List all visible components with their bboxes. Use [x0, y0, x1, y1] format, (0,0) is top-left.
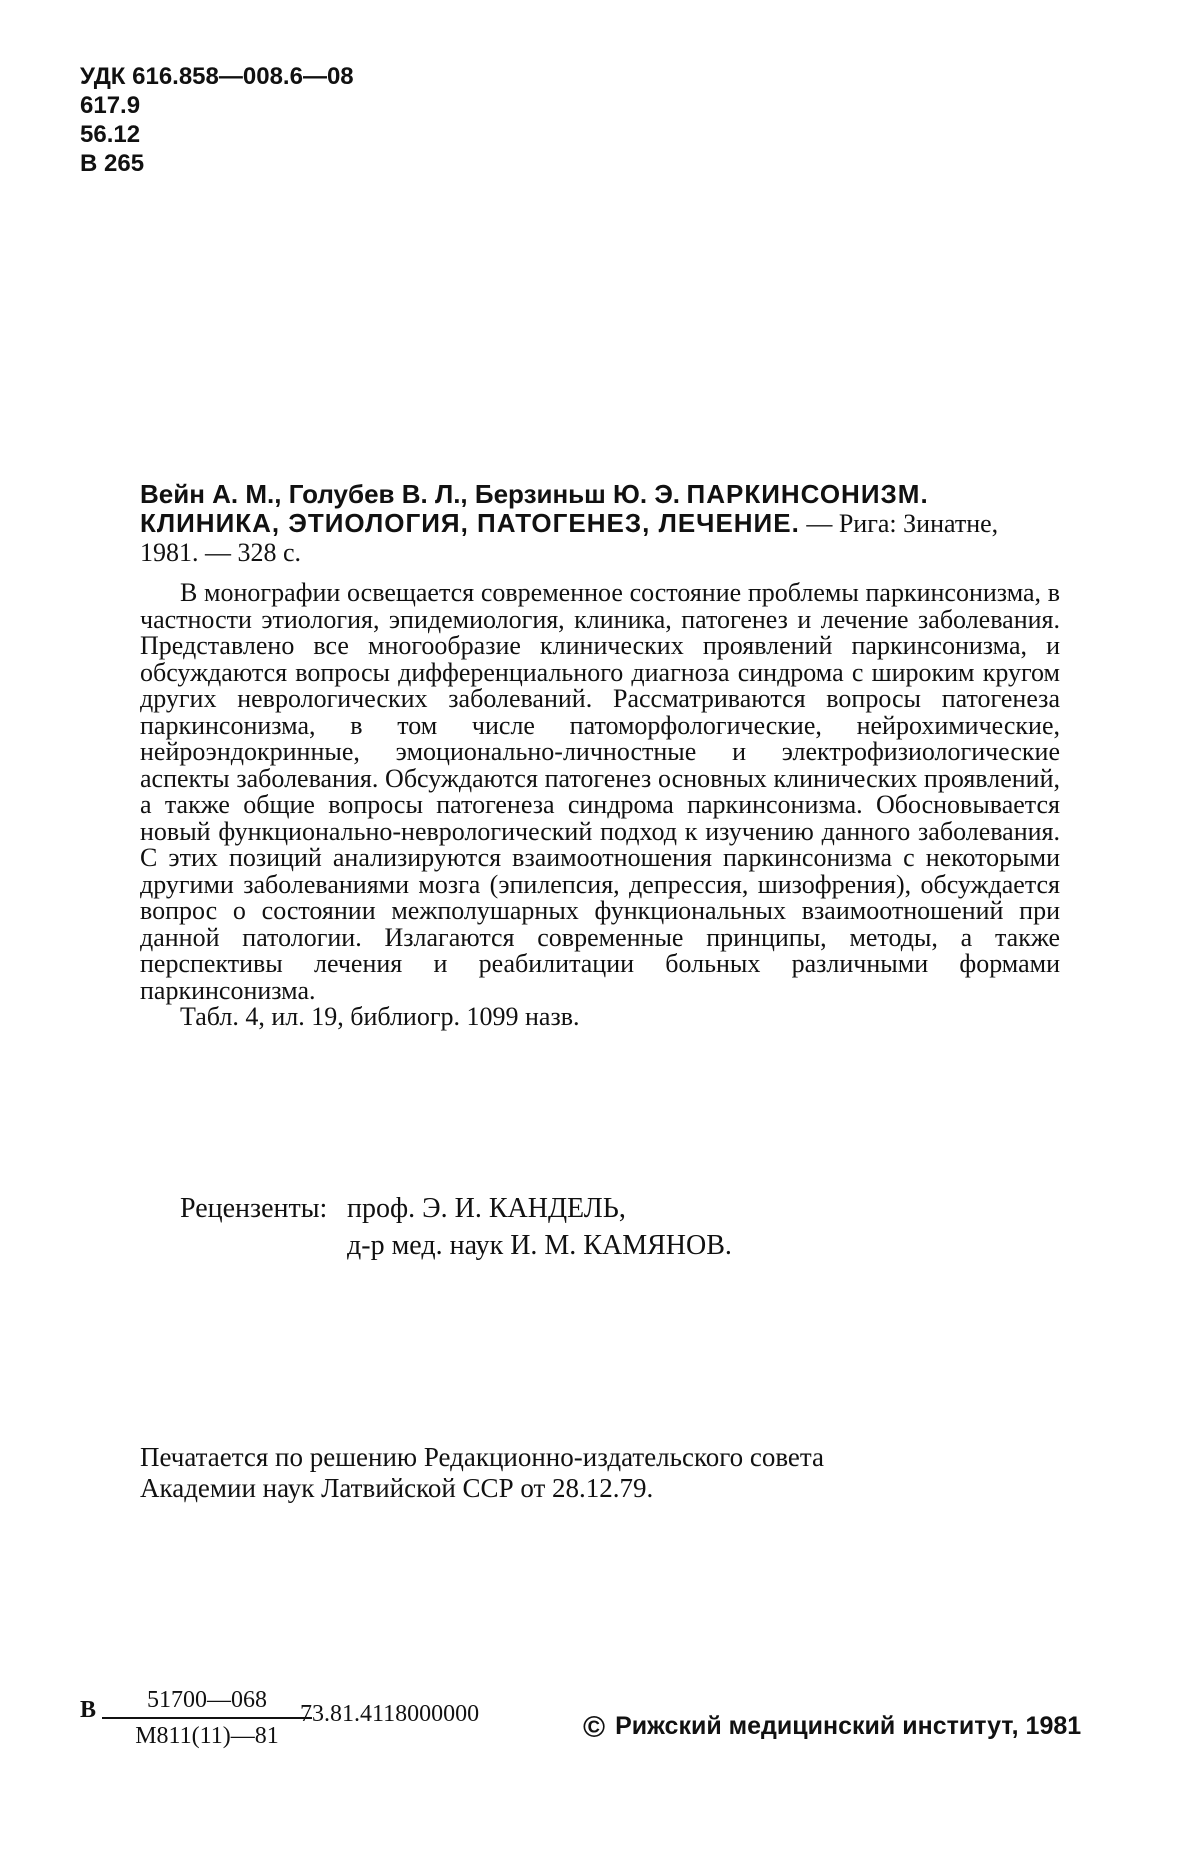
biblio-title: ПАРКИНСОНИЗМ. КЛИНИКА, ЭТИОЛОГИЯ, ПАТОГЕНЕЗ, ЛЕЧЕНИЕ. [140, 479, 929, 538]
udk-classification [80, 62, 354, 178]
imprint-letter: В [80, 1697, 96, 1724]
biblio-publication: — Рига: Зинатне, 1981. — 328 с. [140, 509, 998, 567]
approval-line-2: Академии наук Латвийской ССР от 28.12.79. [140, 1473, 824, 1504]
imprint-code: 73.81.4118000000 [300, 1701, 479, 1728]
printing-approval [140, 1442, 824, 1504]
udk-line-3: 56.12 [80, 120, 354, 149]
book-page [0, 0, 1200, 1850]
reviewers-label: Рецензенты: [180, 1190, 335, 1227]
copyright-text: Рижский медицинский институт, 1981 [615, 1712, 1081, 1740]
udk-line-4: В 265 [80, 149, 354, 178]
reviewer-2: д-р мед. наук И. М. КАМЯНОВ. [347, 1230, 732, 1261]
approval-line-1: Печатается по решению Редакционно-издательского совета [140, 1442, 824, 1473]
abstract-text: В монографии освещается современное состояние проблемы паркинсонизма, в частности этиология, эпидемиология, клиника, патогенез и лечение заболевания. Представлено все многообразие клинических проявлений паркинсонизма, и обсуждаются вопросы дифференциального диагноза синдрома с широким кругом других неврологических заболеваний. Рассматриваются вопросы патогенеза паркинсонизма, в том числе патоморфологические, нейрохимические, нейроэндокринные, эмоционально-личностные и электрофизиологические аспекты заболевания. Обсуждаются патогенез основных клинических проявлений, а также общие вопросы патогенеза синдрома паркинсонизма. Обосновывается новый функционально-неврологический подход к изучению данного заболевания. С этих позиций анализируются взаимоотношения паркинсонизма с некоторыми другими заболеваниями мозга (эпилепсия, депрессия, шизофрения), обсуждается вопрос о состоянии межполушарных функциональных взаимоотношений при данной патологии. Излагаются современные принципы, методы, а также перспективы лечения и реабилитации больных различными формами паркинсонизма. [140, 580, 1060, 1004]
imprint-numerator: 51700—068 [102, 1685, 312, 1715]
reviewer-1: проф. Э. И. КАНДЕЛЬ, [347, 1193, 626, 1224]
imprint-fraction [102, 1685, 312, 1751]
bibliographic-record [140, 480, 1060, 567]
imprint-denominator: М811(11)—81 [102, 1721, 312, 1751]
udk-line-2: 617.9 [80, 91, 354, 120]
copyright [583, 1711, 1081, 1745]
copyright-icon: © [583, 1711, 605, 1744]
abstract [140, 580, 1060, 1031]
abstract-tables-note: Табл. 4, ил. 19, библиогр. 1099 назв. [140, 1004, 1060, 1031]
fraction-bar [102, 1717, 312, 1719]
imprint [80, 1685, 1140, 1765]
reviewers-block [180, 1190, 732, 1264]
udk-line-1: УДК 616.858—008.6—08 [80, 62, 354, 91]
biblio-authors: Вейн А. М., Голубев В. Л., Берзиньш Ю. Э. [140, 479, 680, 509]
